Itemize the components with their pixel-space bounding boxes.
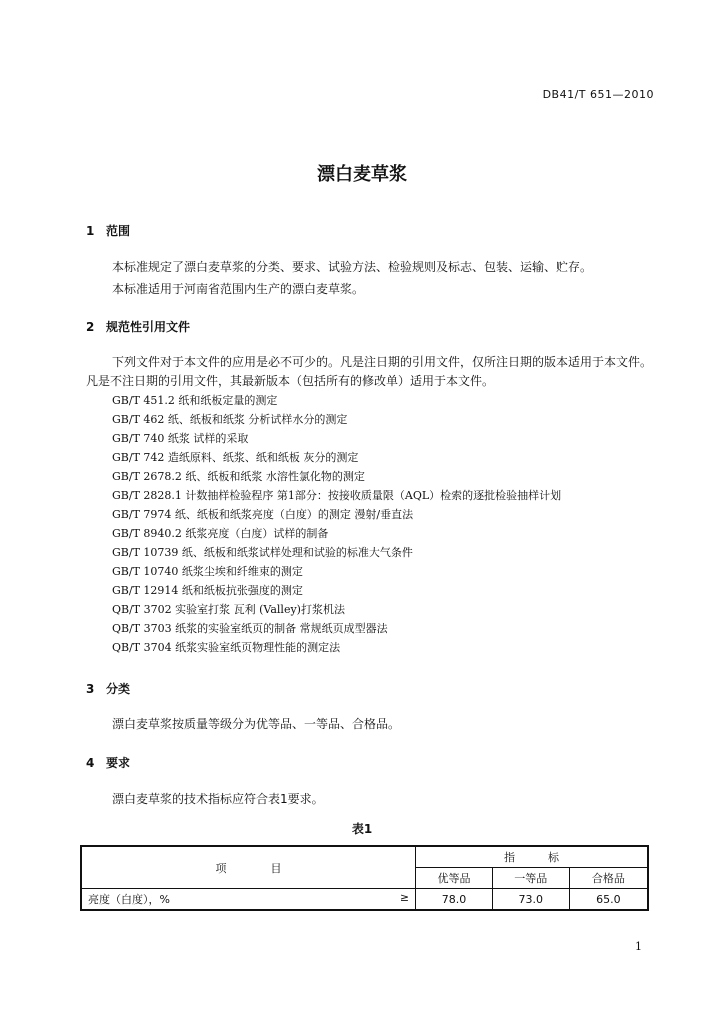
reference-item: GB/T 451.2 纸和纸板定量的测定 — [112, 394, 278, 407]
section-number: 2 — [86, 320, 95, 334]
reference-item: GB/T 12914 纸和纸板抗张强度的测定 — [112, 584, 303, 597]
value-premium: 78.0 — [416, 889, 493, 911]
item-operator: ≥ — [399, 891, 410, 904]
table-header-row — [81, 846, 648, 868]
reference-item: QB/T 3704 纸浆实验室纸页物理性能的测定法 — [112, 641, 341, 654]
table-caption: 表1 — [351, 822, 373, 836]
references-intro: 下列文件对于本文件的应用是必不可少的。凡是注日期的引用文件，仅所注日期的版本适用于本文件。凡是不注日期的引用文件，其最新版本（包括所有的修改单）适用于本文件。 — [86, 355, 653, 388]
section-number: 4 — [86, 756, 95, 770]
reference-item: GB/T 2828.1 计数抽样检验程序 第1部分：按接收质量限（AQL）检索的逐批检验抽样计划 — [112, 489, 562, 502]
grade-premium: 优等品 — [416, 868, 493, 889]
value-qualified: 65.0 — [569, 889, 648, 911]
section-number: 3 — [86, 682, 95, 696]
reference-item: QB/T 3702 实验室打浆 瓦利 (Valley)打浆机法 — [112, 603, 345, 616]
table-header-item: 项 目 — [81, 846, 416, 889]
section-title: 分类 — [106, 682, 131, 696]
reference-item: GB/T 7974 纸、纸板和纸浆亮度（白度）的测定 漫射/垂直法 — [112, 508, 414, 521]
standard-code: DB41/T 651—2010 — [542, 88, 654, 101]
reference-item: GB/T 742 造纸原料、纸浆、纸和纸板 灰分的测定 — [112, 451, 359, 464]
item-label: 亮度（白度），% — [88, 893, 170, 906]
reference-item: GB/T 8940.2 纸浆亮度（白度）试样的制备 — [112, 527, 329, 540]
section-4-heading — [86, 754, 130, 771]
section-title: 规范性引用文件 — [106, 320, 191, 334]
section-1-heading — [86, 222, 130, 239]
reference-item: GB/T 10740 纸浆尘埃和纤维束的测定 — [112, 565, 303, 578]
section-3-heading — [86, 680, 130, 697]
scope-paragraph-1: 本标准规定了漂白麦草浆的分类、要求、试验方法、检验规则及标志、包装、运输、贮存。 — [112, 260, 593, 274]
table-row — [81, 889, 648, 911]
document-title: 漂白麦草浆 — [317, 164, 407, 185]
reference-list — [112, 391, 561, 657]
section-title: 范围 — [106, 224, 131, 238]
section-number: 1 — [86, 224, 95, 238]
classification-paragraph: 漂白麦草浆按质量等级分为优等品、一等品、合格品。 — [112, 717, 401, 731]
reference-item: GB/T 462 纸、纸板和纸浆 分析试样水分的测定 — [112, 413, 348, 426]
requirements-table — [80, 845, 649, 911]
section-title: 要求 — [106, 756, 131, 770]
table-row-item — [81, 889, 416, 911]
reference-item: QB/T 3703 纸浆的实验室纸页的制备 常规纸页成型器法 — [112, 622, 388, 635]
grade-first: 一等品 — [492, 868, 569, 889]
section-2-heading — [86, 318, 190, 335]
reference-item: GB/T 2678.2 纸、纸板和纸浆 水溶性氯化物的测定 — [112, 470, 365, 483]
value-first: 73.0 — [492, 889, 569, 911]
grade-qualified: 合格品 — [569, 868, 648, 889]
reference-item: GB/T 740 纸浆 试样的采取 — [112, 432, 249, 445]
table-header-index: 指 标 — [416, 846, 648, 868]
requirements-paragraph: 漂白麦草浆的技术指标应符合表1要求。 — [112, 792, 324, 806]
scope-paragraph-2: 本标准适用于河南省范围内生产的漂白麦草浆。 — [112, 282, 365, 296]
page-number: 1 — [635, 940, 642, 953]
reference-item: GB/T 10739 纸、纸板和纸浆试样处理和试验的标准大气条件 — [112, 546, 413, 559]
